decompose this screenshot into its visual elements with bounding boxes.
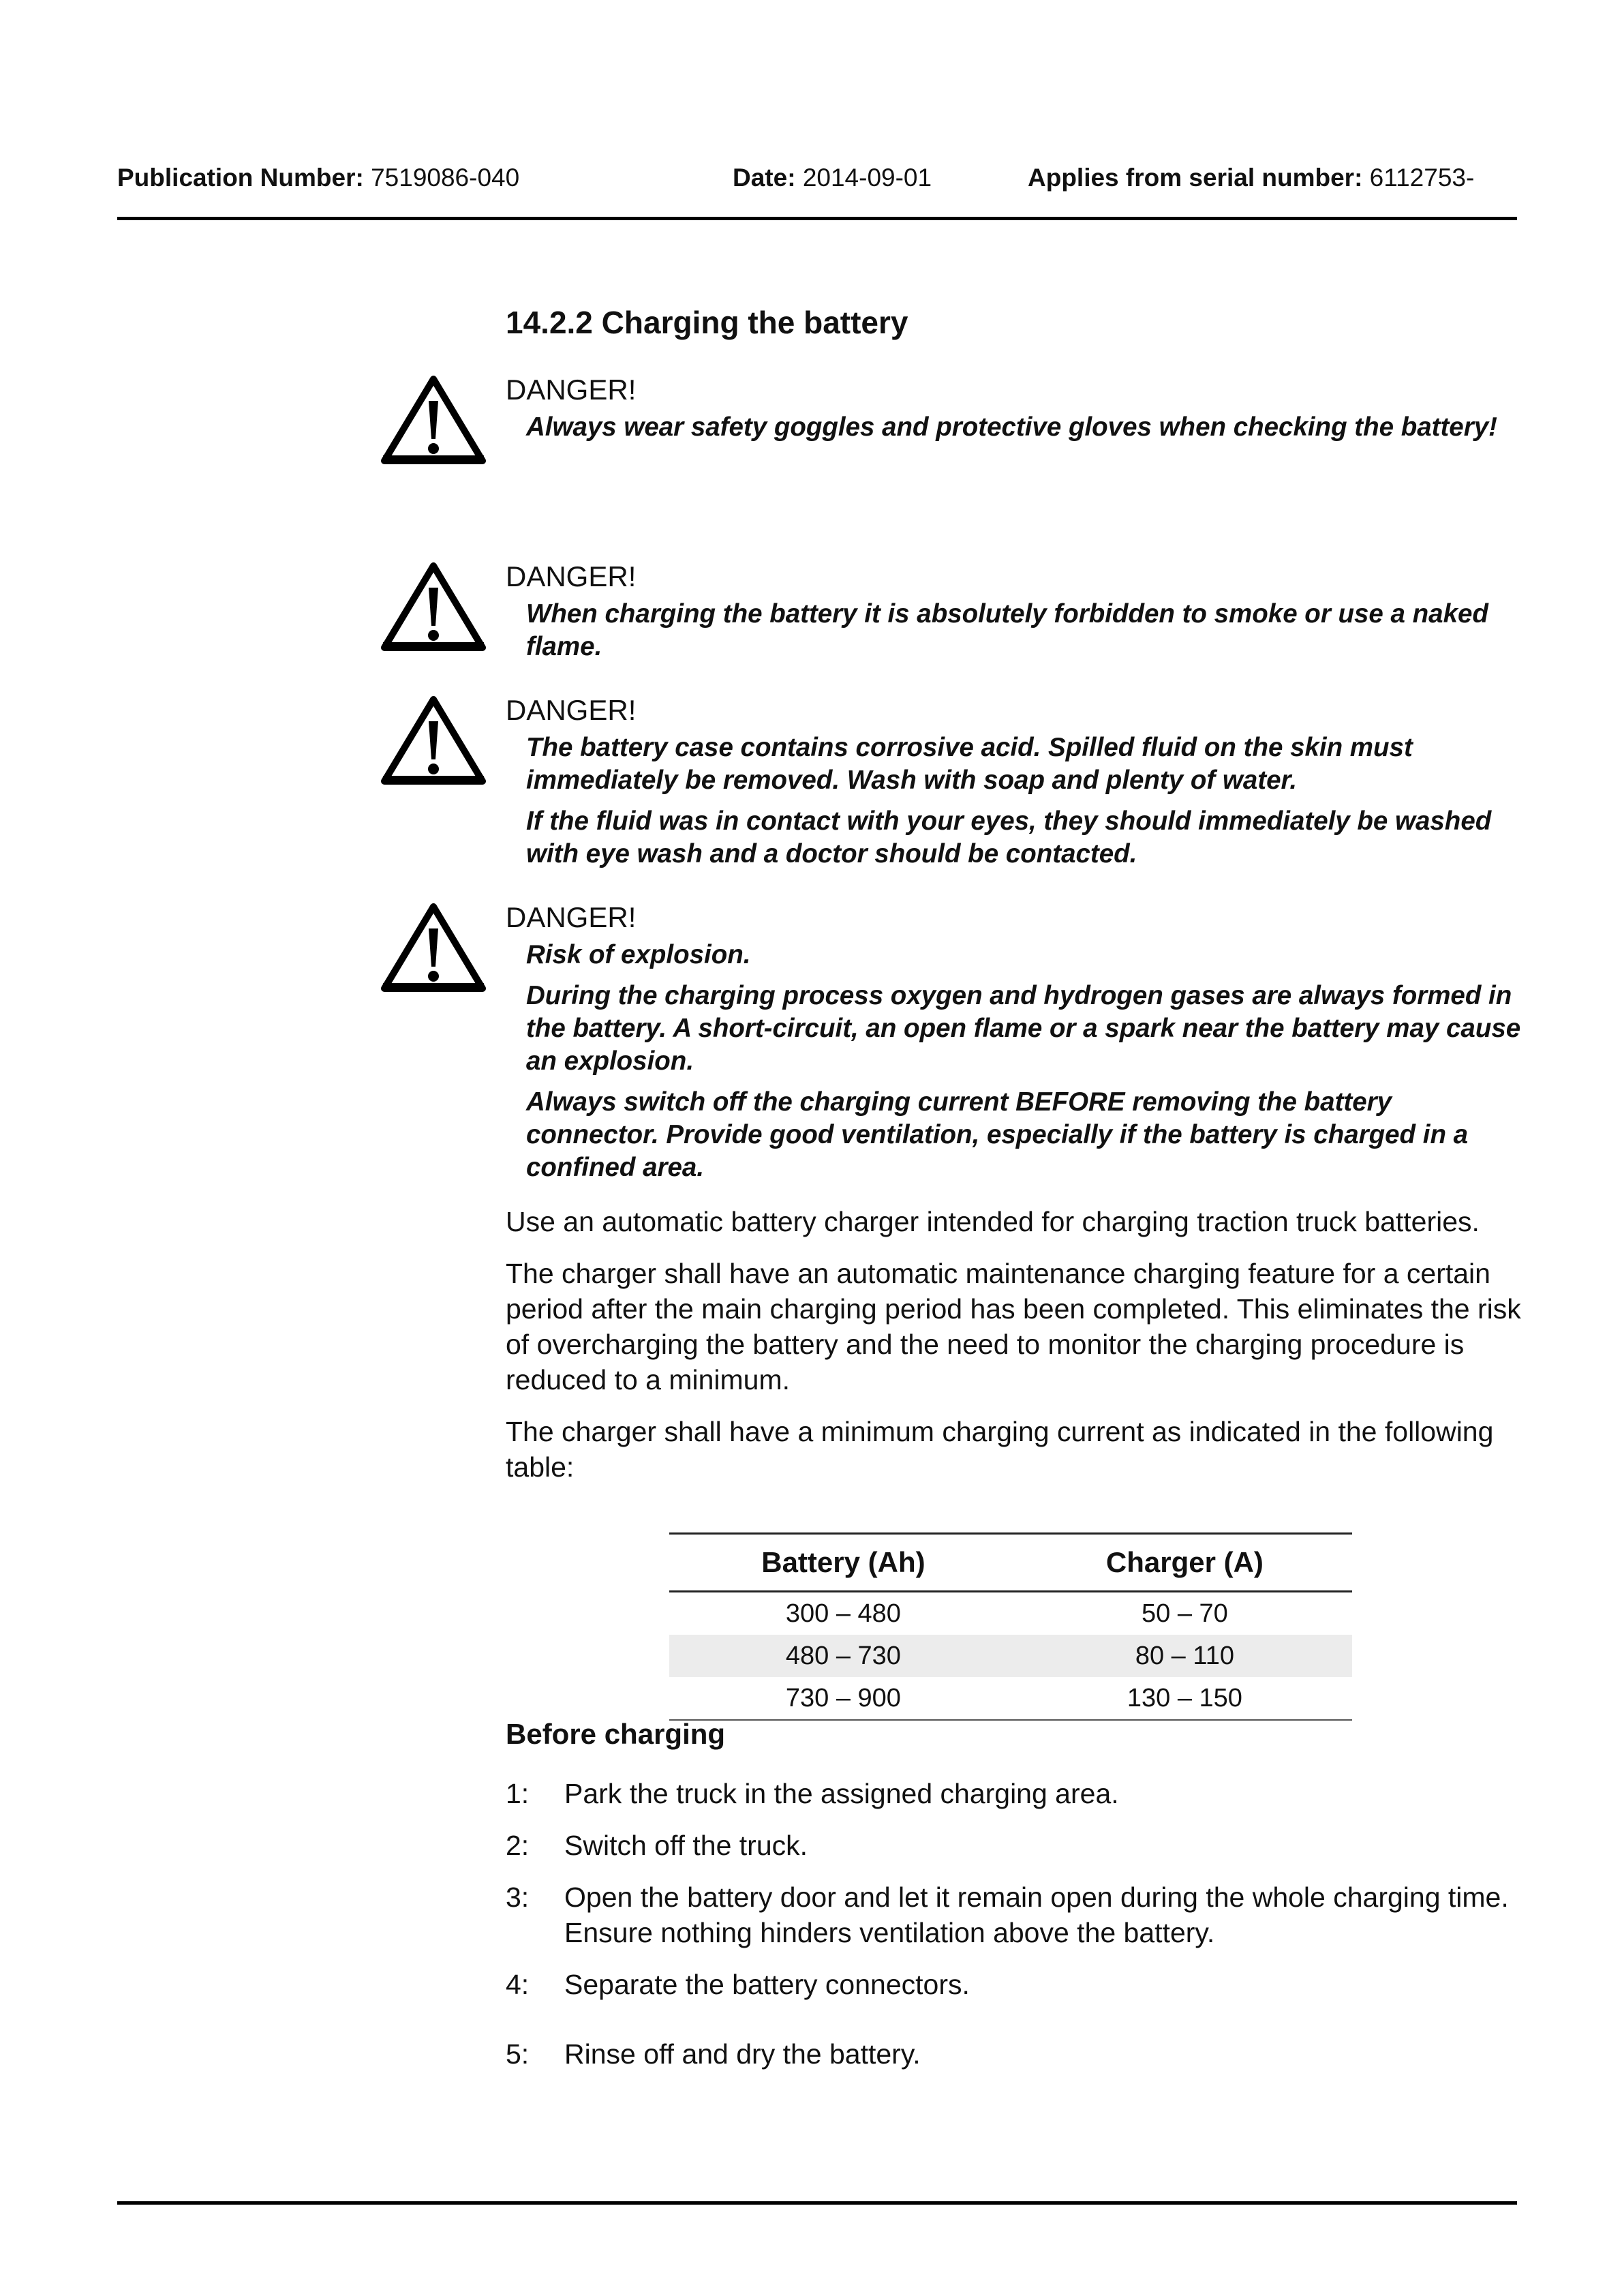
danger-text xyxy=(526,411,1521,452)
before-charging-heading: Before charging xyxy=(506,1718,726,1750)
table-row xyxy=(669,1635,1352,1677)
body-paragraph: Use an automatic battery charger intended for charging traction truck batteries. xyxy=(506,1206,1480,1237)
serial-number xyxy=(1028,164,1474,192)
table-row xyxy=(669,1677,1352,1720)
step-number: 3: xyxy=(506,1882,530,1913)
step-number: 2: xyxy=(506,1830,530,1861)
table-header-row xyxy=(669,1534,1352,1592)
step-text: Park the truck in the assigned charging area. xyxy=(564,1778,1119,1809)
body-paragraph: The charger shall have an automatic maintenance charging feature for a certain period after the main charging period has been completed. This eliminates the risk of overcharging the battery and the need to monitor the charging procedure is reduced to a minimum. xyxy=(506,1258,1521,1395)
warning-triangle-icon xyxy=(380,901,487,994)
warning-triangle-icon xyxy=(380,560,487,653)
publication-number-value: 7519086-040 xyxy=(371,164,520,192)
step-number: 1: xyxy=(506,1778,530,1809)
danger-paragraph: If the fluid was in contact with your eyes, they should immediately be washed with eye wash and a doctor should be contacted. xyxy=(526,806,1492,868)
list-item xyxy=(506,1967,1528,2002)
publication-date xyxy=(733,164,932,192)
danger-paragraph: The battery case contains corrosive acid. Spilled fluid on the skin must immediately be removed. Wash with soap and plenty of water. xyxy=(526,733,1413,795)
list-item xyxy=(506,1879,1528,1950)
header-rule xyxy=(117,217,1517,220)
publication-number-label: Publication Number: xyxy=(117,164,364,192)
section-title: 14.2.2 Charging the battery xyxy=(506,305,908,340)
danger-paragraph: Always wear safety goggles and protective gloves when checking the battery! xyxy=(526,412,1497,442)
serial-label: Applies from serial number: xyxy=(1028,164,1363,192)
battery-cell: 730 – 900 xyxy=(669,1677,1017,1720)
danger-heading: DANGER! xyxy=(506,560,637,592)
step-text: Switch off the truck. xyxy=(564,1830,808,1861)
charging-current-table xyxy=(669,1532,1352,1721)
warning-triangle-icon xyxy=(380,694,487,787)
table-row xyxy=(669,1592,1352,1635)
charger-cell: 50 – 70 xyxy=(1142,1599,1228,1628)
before-charging-steps xyxy=(506,1776,1528,2088)
battery-cell: 480 – 730 xyxy=(669,1635,1017,1677)
serial-value: 6112753- xyxy=(1369,164,1475,192)
battery-cell: 300 – 480 xyxy=(785,1599,901,1628)
list-item xyxy=(506,1776,1528,1811)
danger-heading: DANGER! xyxy=(506,901,637,933)
danger-paragraph: Always switch off the charging current BEFORE removing the battery connector. Provide good ventilation, especially if the battery is charged in a confined area. xyxy=(526,1087,1469,1182)
charger-cell: 80 – 110 xyxy=(1017,1635,1352,1677)
step-number: 4: xyxy=(506,1969,530,2000)
step-text: Open the battery door and let it remain open during the whole charging time. Ensure nothing hinders ventilation above the battery. xyxy=(564,1882,1509,1948)
body-paragraph: The charger shall have a minimum charging current as indicated in the following table: xyxy=(506,1416,1494,1483)
charger-cell: 130 – 150 xyxy=(1017,1677,1352,1720)
step-number: 5: xyxy=(506,2038,530,2070)
danger-text xyxy=(526,939,1521,1192)
danger-paragraph: During the charging process oxygen and hydrogen gases are always formed in the battery. A short-circuit, an open flame or a spark near the battery may cause an explosion. xyxy=(526,981,1521,1076)
step-text: Rinse off and dry the battery. xyxy=(564,2038,921,2070)
danger-text xyxy=(526,598,1521,671)
danger-text xyxy=(526,731,1521,879)
list-item xyxy=(506,2036,1528,2072)
column-header-charger: Charger (A) xyxy=(1017,1534,1352,1592)
danger-paragraph: When charging the battery it is absolutely forbidden to smoke or use a naked flame. xyxy=(526,599,1488,661)
danger-heading: DANGER! xyxy=(506,374,637,406)
date-label: Date: xyxy=(733,164,796,192)
danger-heading: DANGER! xyxy=(506,694,637,726)
date-value: 2014-09-01 xyxy=(802,164,932,192)
warning-triangle-icon xyxy=(380,374,487,466)
column-header-battery: Battery (Ah) xyxy=(669,1534,1017,1592)
footer-rule xyxy=(117,2201,1517,2205)
danger-paragraph: Risk of explosion. xyxy=(526,940,751,969)
body-text xyxy=(506,1204,1528,1501)
publication-number xyxy=(117,164,519,192)
list-item xyxy=(506,1828,1528,1863)
step-text: Separate the battery connectors. xyxy=(564,1969,970,2000)
